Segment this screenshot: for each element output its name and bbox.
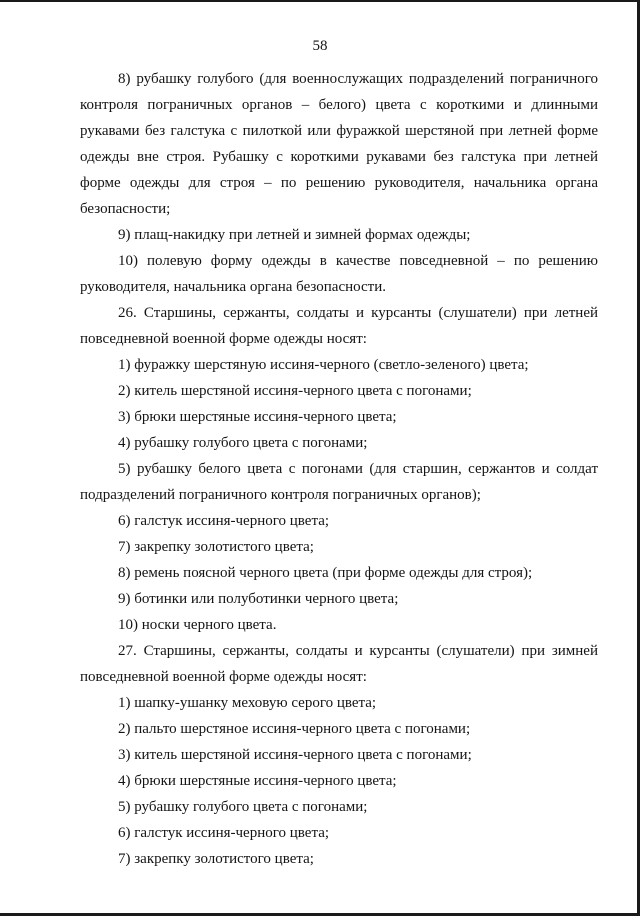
- paragraph: 4) рубашку голубого цвета с погонами;: [118, 435, 368, 451]
- paragraph: 6) галстук иссиня-черного цвета;: [118, 513, 330, 529]
- paragraph: 8) ремень поясной черного цвета (при форме одежды для строя);: [118, 565, 533, 581]
- paragraph: 3) китель шерстяной иссиня-черного цвета с погонами;: [118, 747, 472, 763]
- paragraph: 7) закрепку золотистого цвета;: [118, 851, 314, 867]
- paragraph: 3) брюки шерстяные иссиня-черного цвета;: [118, 409, 397, 425]
- paragraph: 1) фуражку шерстяную иссиня-черного (светло-зеленого) цвета;: [118, 357, 529, 373]
- paragraph: 9) ботинки или полуботинки черного цвета;: [118, 591, 399, 607]
- paragraph: 5) рубашку голубого цвета с погонами;: [118, 799, 368, 815]
- paragraph: 26. Старшины, сержанты, солдаты и курсанты (слушатели) при летней повседневной военной форме одежды носят:: [80, 305, 598, 347]
- document-body: [80, 66, 598, 872]
- paragraph: 6) галстук иссиня-черного цвета;: [118, 825, 330, 841]
- paragraph: 2) китель шерстяной иссиня-черного цвета с погонами;: [118, 383, 472, 399]
- paragraph: 1) шапку-ушанку меховую серого цвета;: [118, 695, 377, 711]
- paragraph: 8) рубашку голубого (для военнослужащих подразделений пограничного контроля пограничных органов – белого) цвета с короткими и длинными рукавами без галстука с пилоткой или фуражкой шерстяной при летней форме одежды вне строя. Рубашку с короткими рукавами без галстука при летней форме одежды для строя – по решению руководителя, начальника органа безопасности;: [80, 71, 598, 217]
- paragraph: 10) полевую форму одежды в качестве повседневной – по решению руководителя, начальника органа безопасности.: [80, 253, 598, 295]
- paragraph: 27. Старшины, сержанты, солдаты и курсанты (слушатели) при зимней повседневной военной форме одежды носят:: [80, 643, 598, 685]
- paragraph: 2) пальто шерстяное иссиня-черного цвета с погонами;: [118, 721, 471, 737]
- paragraph: 9) плащ-накидку при летней и зимней формах одежды;: [118, 227, 471, 243]
- paragraph: 10) носки черного цвета.: [118, 617, 277, 633]
- page-number: 58: [312, 38, 328, 54]
- paragraph: 5) рубашку белого цвета с погонами (для старшин, сержантов и солдат подразделений пограничного контроля пограничных органов);: [80, 461, 598, 503]
- paragraph: 7) закрепку золотистого цвета;: [118, 539, 314, 555]
- paragraph: 4) брюки шерстяные иссиня-черного цвета;: [118, 773, 397, 789]
